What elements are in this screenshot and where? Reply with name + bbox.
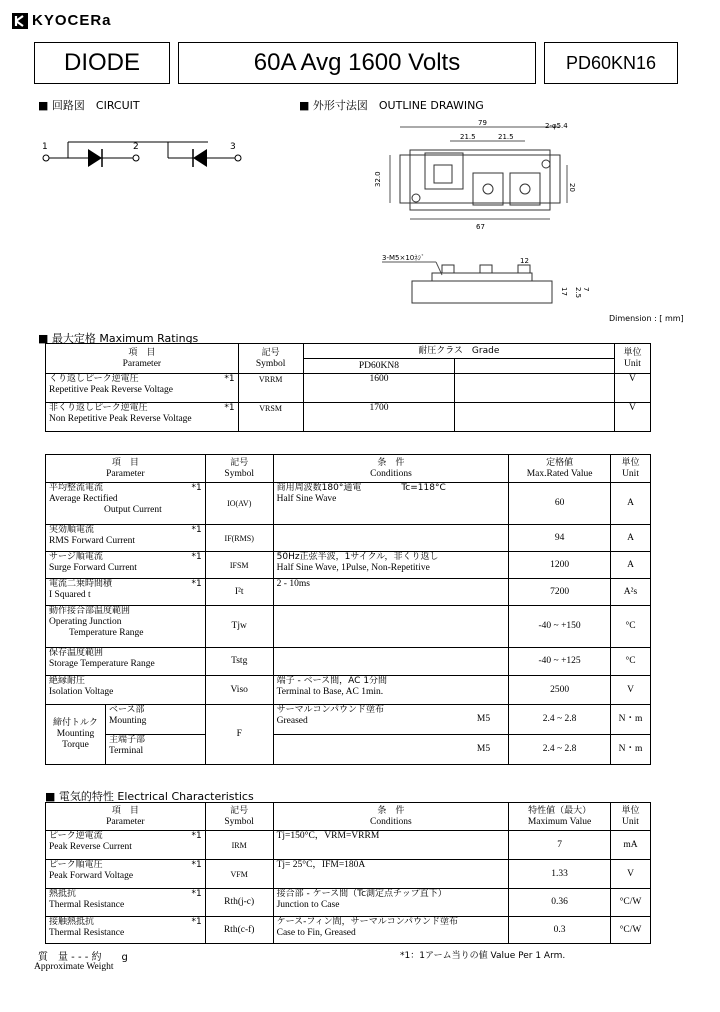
pin-1-label: 1 <box>42 142 48 152</box>
ec-head-max: 特性値（最大） Maximum Value <box>509 803 611 831</box>
dimension-note: Dimension : [ mm] <box>609 314 684 323</box>
ec-head-symbol: 記号 Symbol <box>205 803 273 831</box>
dim-17: 17 <box>560 287 568 296</box>
pin-2-label: 2 <box>133 142 139 152</box>
outline-drawing <box>370 115 595 315</box>
dim-21-5-a: 21.5 <box>460 133 476 141</box>
kyocera-mark-icon <box>12 13 28 29</box>
brand-name: KYOCERa <box>32 12 112 29</box>
mr-head-unit: 単位 Unit <box>614 344 650 374</box>
circuit-title: ■ 回路図 CIRCUIT <box>38 99 140 112</box>
rt-head-max: 定格値 Max.Rated Value <box>509 455 611 483</box>
table-row: 実効順電流 *1 RMS Forward Current IF(RMS) 94 A <box>46 525 651 552</box>
elec-title: ■ 電気的特性 Electrical Characteristics <box>45 790 254 803</box>
table-row: 締付トルク Mounting Torque ベース部 Mounting F サーマルコンパウンド塗布 Greased M5 2.4 ~ 2.8 N・m <box>46 705 651 735</box>
ratings-table <box>45 454 651 765</box>
kyocera-logo <box>12 12 112 29</box>
part-number: PD60KN16 <box>565 52 657 73</box>
ec-head-cond: 条 件 Conditions <box>273 803 509 831</box>
dim-21-5-b: 21.5 <box>498 133 514 141</box>
table-row: くり返しピーク逆電圧 *1 Repetitive Peak Reverse Voltage VRRM 1600 V <box>46 374 651 403</box>
dim-20: 20 <box>568 183 576 192</box>
table-row: サージ順電流 *1 Surge Forward Current IFSM 50Hz正弦半波，1サイクル，非くり返し Half Sine Wave, 1Pulse, Non-Repetitive 1200 A <box>46 552 651 579</box>
table-row: 平均整流電流 *1 Average Rectified Output Current IO(AV) 商用周波数180°通電 Tc=118°C Half Sine Wave 60 A <box>46 483 651 525</box>
dim-32: 32.0 <box>374 171 382 187</box>
outline-title: ■ 外形寸法図 OUTLINE DRAWING <box>299 99 484 112</box>
mr-head-grade: 耐圧クラス Grade <box>303 344 614 359</box>
table-row: 保存温度範囲 Storage Temperature Range Tstg -40 ~ +125 °C <box>46 648 651 676</box>
rating-title: 60A Avg 1600 Volts <box>253 49 461 76</box>
mr-head-param: 項 目 Parameter <box>46 344 239 374</box>
dim-2-5: 2.5 <box>574 287 582 299</box>
rating-box <box>178 42 536 84</box>
table-row: 電流二乗時間積 *1 I Squared t I²t 2 - 10ms 7200 A²s <box>46 579 651 606</box>
weight-label-en: Approximate Weight <box>34 962 114 972</box>
weight-label: 質 量 - - - 約 g <box>38 952 128 963</box>
dim-12: 12 <box>520 257 529 265</box>
circuit-diagram <box>38 138 248 178</box>
table-row: 絶縁耐圧 Isolation Voltage Viso 端子 - ベース間，AC 1分間 Terminal to Base, AC 1min. 2500 V <box>46 676 651 705</box>
mr-head-part: PD60KN8 <box>303 359 455 374</box>
part-number-box <box>544 42 678 84</box>
rt-head-param: 項 目 Parameter <box>46 455 206 483</box>
max-ratings-title: ■ 最大定格 Maximum Ratings <box>38 332 199 345</box>
table-row: 熱抵抗 *1 Thermal Resistance Rth(j-c) 接合部 - ケース間（Tc測定点チップ直下） Junction to Case 0.36 °C/W <box>46 889 651 917</box>
device-type-box <box>34 42 170 84</box>
rt-head-symbol: 記号 Symbol <box>205 455 273 483</box>
mr-head-symbol: 記号 Symbol <box>238 344 303 374</box>
dim-screw: 3-M5×10ﾈｼﾞ <box>382 254 425 262</box>
table-row: ピーク逆電流 *1 Peak Reverse Current IRM Tj=150°C，VRM=VRRM 7 mA <box>46 831 651 860</box>
rt-head-unit: 単位 Unit <box>611 455 651 483</box>
table-row: 非くり返しピーク逆電圧 *1 Non Repetitive Peak Reverse Voltage VRSM 1700 V <box>46 403 651 432</box>
ec-head-unit: 単位 Unit <box>611 803 651 831</box>
table-row: 動作接合部温度範囲 Operating Junction Temperature Range Tjw -40 ~ +150 °C <box>46 606 651 648</box>
footnote: *1：1アーム当りの値 Value Per 1 Arm. <box>400 951 566 961</box>
dim-hole: 2-φ5.4 <box>545 122 568 130</box>
dim-79: 79 <box>478 119 487 127</box>
table-row: 主端子部 Terminal M5 2.4 ~ 2.8 N・m <box>46 735 651 765</box>
pin-3-label: 3 <box>230 142 236 152</box>
table-row: 接触熱抵抗 *1 Thermal Resistance Rth(c-f) ケース-フィン間，サーマルコンパウンド塗布 Case to Fin, Greased 0.3 °C/W <box>46 917 651 944</box>
device-type: DIODE <box>63 49 140 76</box>
rt-head-cond: 条 件 Conditions <box>273 455 509 483</box>
max-ratings-table <box>45 343 651 432</box>
dim-7: 7 <box>582 287 590 292</box>
dim-67: 67 <box>476 223 485 231</box>
table-row: ピーク順電圧 *1 Peak Forward Voltage VFM Tj= 25°C，IFM=180A 1.33 V <box>46 860 651 889</box>
elec-table <box>45 802 651 944</box>
ec-head-param: 項 目 Parameter <box>46 803 206 831</box>
